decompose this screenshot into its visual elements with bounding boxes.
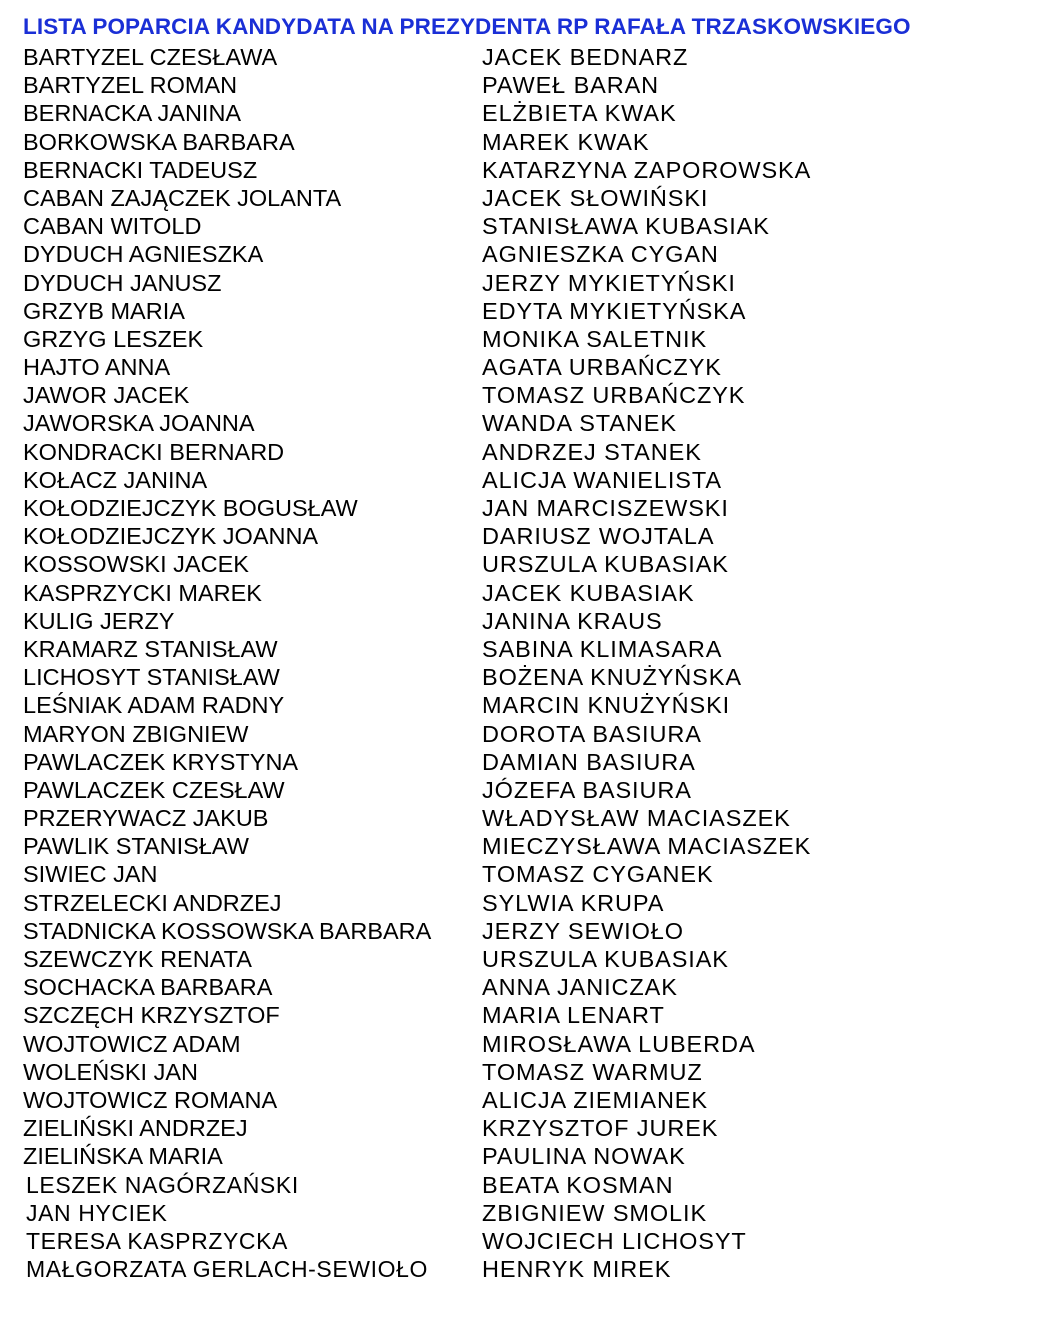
supporter-name: WOJCIECH LICHOSYT (482, 1227, 747, 1254)
supporter-name: TOMASZ CYGANEK (482, 861, 714, 888)
supporter-name: CABAN WITOLD (23, 213, 202, 240)
supporter-name: EDYTA MYKIETYŃSKA (482, 297, 747, 324)
supporter-name: PAWLACZEK CZESŁAW (23, 776, 285, 803)
supporter-name: KULIG JERZY (23, 607, 175, 634)
supporter-name: JAWOR JACEK (23, 382, 190, 409)
supporter-name: PAULINA NOWAK (482, 1143, 686, 1170)
supporter-name: KOŁODZIEJCZYK BOGUSŁAW (23, 495, 358, 521)
supporter-name: LESZEK NAGÓRZAŃSKI (26, 1171, 299, 1198)
supporter-name: AGNIESZKA CYGAN (482, 241, 719, 268)
supporter-name: PAWLACZEK KRYSTYNA (23, 748, 299, 775)
supporter-name: JAN HYCIEK (26, 1199, 168, 1226)
supporter-name: ALICJA WANIELISTA (482, 466, 722, 493)
supporter-name: KRZYSZTOF JUREK (482, 1115, 719, 1142)
supporter-name: JERZY MYKIETYŃSKI (482, 269, 736, 296)
supporter-name: ZIELIŃSKI ANDRZEJ (23, 1115, 248, 1142)
supporter-name: MONIKA SALETNIK (482, 325, 708, 352)
supporter-name: BERNACKA JANINA (23, 100, 242, 127)
supporter-name: TERESA KASPRZYCKA (26, 1227, 288, 1254)
supporter-name: AGATA URBAŃCZYK (482, 354, 722, 381)
supporter-name: ZIELIŃSKA MARIA (23, 1143, 223, 1170)
supporter-name: ALICJA ZIEMIANEK (482, 1086, 708, 1113)
supporter-name: DOROTA BASIURA (482, 720, 702, 747)
supporter-name: MARIA LENART (482, 1002, 665, 1029)
supporter-name: ANNA JANICZAK (482, 974, 678, 1001)
supporter-name: URSZULA KUBASIAK (482, 551, 729, 578)
supporter-name: DARIUSZ WOJTALA (482, 523, 715, 550)
supporter-name: ELŻBIETA KWAK (482, 100, 677, 127)
supporter-name: MIECZYSŁAWA MACIASZEK (482, 833, 812, 860)
supporter-name: STADNICKA KOSSOWSKA BARBARA (23, 917, 432, 944)
supporter-name: PAWLIK STANISŁAW (23, 833, 249, 860)
supporter-name: BERNACKI TADEUSZ (23, 156, 258, 183)
supporter-name: SOCHACKA BARBARA (23, 974, 273, 1001)
supporter-name: GRZYG LESZEK (23, 325, 204, 352)
supporter-name: BARTYZEL CZESŁAWA (23, 44, 278, 70)
supporter-name: WOJTOWICZ ADAM (23, 1030, 241, 1057)
supporter-name: JAN MARCISZEWSKI (482, 495, 729, 521)
supporter-name: MARYON ZBIGNIEW (23, 720, 249, 747)
supporter-name: ZBIGNIEW SMOLIK (482, 1199, 708, 1226)
supporter-name: URSZULA KUBASIAK (482, 946, 729, 972)
supporter-name: MARCIN KNUŻYŃSKI (482, 692, 731, 719)
supporter-name: ANDRZEJ STANEK (482, 438, 702, 465)
supporter-name: PRZERYWACZ JAKUB (23, 805, 269, 832)
supporter-name: HENRYK MIREK (482, 1256, 672, 1283)
supporter-name: GRZYB MARIA (23, 297, 185, 324)
supporter-name: JACEK SŁOWIŃSKI (482, 184, 709, 211)
supporter-name: KOŁODZIEJCZYK JOANNA (23, 523, 319, 550)
supporter-name: MIROSŁAWA LUBERDA (482, 1030, 756, 1057)
supporter-name: WOJTOWICZ ROMANA (23, 1086, 278, 1113)
supporter-name: JANINA KRAUS (482, 607, 663, 634)
supporters-list-right (482, 43, 1022, 1283)
supporter-name: JACEK KUBASIAK (482, 579, 695, 606)
supporter-name: LICHOSYT STANISŁAW (23, 664, 280, 691)
supporter-name: KOŁACZ JANINA (23, 466, 208, 493)
supporter-name: SYLWIA KRUPA (482, 889, 665, 916)
supporter-name: KONDRACKI BERNARD (23, 438, 285, 465)
supporter-name: JACEK BEDNARZ (482, 44, 689, 70)
supporter-name: KASPRZYCKI MAREK (23, 579, 262, 606)
supporter-name: BOŻENA KNUŻYŃSKA (482, 664, 742, 691)
supporter-name: SZEWCZYK RENATA (23, 946, 252, 972)
supporter-name: KRAMARZ STANISŁAW (23, 635, 278, 662)
supporter-name: STRZELECKI ANDRZEJ (23, 889, 282, 916)
supporter-name: JÓZEFA BASIURA (482, 776, 692, 803)
supporter-name: DYDUCH JANUSZ (23, 269, 222, 296)
supporter-name: TOMASZ URBAŃCZYK (482, 382, 746, 409)
supporter-name: SABINA KLIMASARA (482, 635, 723, 662)
supporter-name: WOLEŃSKI JAN (23, 1058, 198, 1085)
supporter-name: SIWIEC JAN (23, 861, 158, 888)
supporter-name: JAWORSKA JOANNA (23, 410, 255, 437)
supporter-name: TOMASZ WARMUZ (482, 1058, 703, 1085)
document-title: LISTA POPARCIA KANDYDATA NA PREZYDENTA RP RAFAŁA TRZASKOWSKIEGO (23, 14, 911, 39)
supporter-name: MAŁGORZATA GERLACH-SEWIOŁO (26, 1256, 428, 1283)
supporter-name: DYDUCH AGNIESZKA (23, 241, 264, 268)
supporter-name: KOSSOWSKI JACEK (23, 551, 249, 578)
supporter-name: BORKOWSKA BARBARA (23, 128, 295, 155)
supporter-name: JERZY SEWIOŁO (482, 917, 684, 944)
supporter-name: KATARZYNA ZAPOROWSKA (482, 156, 812, 183)
supporter-name: BARTYZEL ROMAN (23, 72, 238, 99)
supporter-name: SZCZĘCH KRZYSZTOF (23, 1002, 280, 1029)
supporter-name: STANISŁAWA KUBASIAK (482, 213, 770, 240)
supporter-name: DAMIAN BASIURA (482, 748, 696, 775)
supporter-name: MAREK KWAK (482, 128, 650, 155)
supporter-name: CABAN ZAJĄCZEK JOLANTA (23, 184, 342, 211)
supporters-list-left (23, 43, 473, 1283)
supporter-name: BEATA KOSMAN (482, 1171, 674, 1198)
supporter-name: PAWEŁ BARAN (482, 72, 660, 99)
supporter-name: HAJTO ANNA (23, 354, 171, 381)
supporter-name: WŁADYSŁAW MACIASZEK (482, 805, 791, 832)
supporter-name: WANDA STANEK (482, 410, 677, 437)
supporter-name: LEŚNIAK ADAM RADNY (23, 692, 285, 719)
